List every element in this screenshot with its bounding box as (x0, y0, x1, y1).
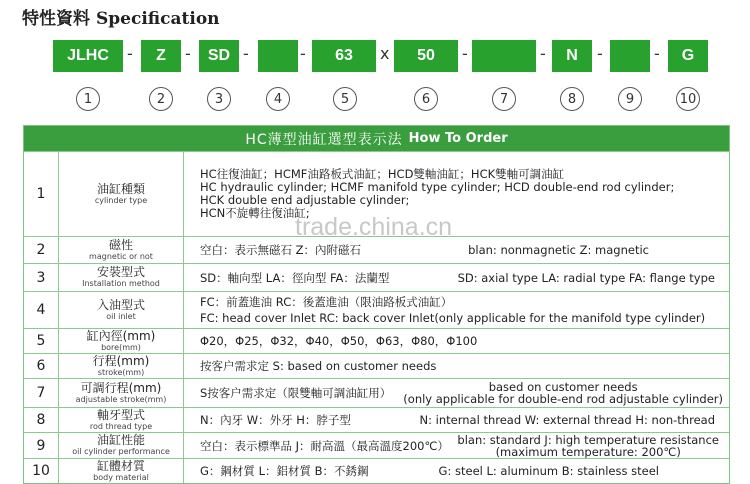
detail-en: based on customer needs (488, 380, 638, 394)
position-number: 3 (207, 87, 231, 111)
row-number: 3 (24, 264, 59, 291)
detail-line: HC往復油缸；HCMF油路板式油缸；HCD雙軸油缸；HCK雙軸可調油缸 (200, 167, 565, 181)
detail-cn: N：內牙 W：外牙 H：脖子型 (200, 413, 351, 427)
row-label (59, 433, 184, 458)
row-label (59, 152, 184, 236)
detail-cn: 空白：表示無磁石 Z：內附磁石 (200, 243, 362, 257)
row-label-cn: 入油型式 (96, 297, 145, 312)
row-detail (184, 152, 729, 236)
row-number: 4 (24, 292, 59, 328)
row-label-cn: 缸體材質 (96, 458, 145, 473)
row-number: 6 (24, 354, 59, 378)
code-sep: - (540, 44, 546, 63)
row-detail (184, 408, 729, 432)
row-number: 5 (24, 329, 59, 353)
row-detail (184, 459, 729, 483)
row-label-en: body material (93, 472, 149, 482)
position-number: 6 (414, 87, 438, 111)
row-label-en: oil inlet (106, 311, 136, 321)
code-box-6: 50 (394, 40, 458, 72)
position-number: 1 (76, 87, 100, 111)
table-row (24, 432, 729, 458)
detail-en: SD: axial type LA: radial type FA: flange type (457, 270, 715, 285)
code-box-2: Z (141, 40, 181, 72)
detail-en: G: steel L: aluminum B: stainless steel (438, 464, 659, 478)
row-label (59, 292, 184, 328)
detail-cn: G：鋼材質 L：鋁材質 B：不銹鋼 (200, 464, 369, 478)
detail-cn: S按客户需求定（限雙軸可調油缸用） (200, 386, 392, 400)
row-label (59, 459, 184, 483)
row-label-cn: 軸牙型式 (96, 407, 145, 422)
table-row (24, 407, 729, 432)
row-detail (184, 354, 729, 378)
detail-line: Φ20，Φ25，Φ32，Φ40，Φ50，Φ63，Φ80，Φ100 (200, 333, 478, 348)
row-label-cn: 磁性 (108, 237, 133, 252)
code-sep: - (654, 44, 660, 63)
position-number: 7 (492, 87, 516, 111)
detail-cn: SD：軸向型 LA：徑向型 FA：法蘭型 (200, 270, 390, 285)
row-label-en: Installation method (82, 279, 160, 288)
detail-en: blan: nonmagnetic Z: magnetic (468, 243, 649, 257)
detail-line: HCK double end adjustable cylinder; (200, 193, 410, 207)
table-header-en: How To Order (408, 131, 508, 146)
row-number: 7 (24, 379, 59, 407)
code-box-5: 63 (312, 40, 376, 72)
position-number: 5 (333, 87, 357, 111)
detail-line: HCN不旋轉往復油缸; (200, 206, 310, 220)
row-detail (184, 433, 729, 458)
row-detail (184, 237, 729, 263)
table-row (24, 353, 729, 378)
code-box-9 (610, 40, 650, 72)
row-label (59, 237, 184, 263)
watermark: trade.china.cn (295, 213, 453, 241)
code-sep: - (243, 44, 249, 63)
table-row (24, 328, 729, 353)
detail-en: blan: standard J: high temperature resistance (457, 433, 719, 447)
detail-en-note: (maximum temperature: 200℃) (495, 444, 681, 458)
table-header (24, 126, 729, 151)
detail-line: 按客户需求定 S: based on customer needs (200, 358, 437, 373)
row-label-en: stroke(mm) (97, 367, 145, 377)
row-label (59, 379, 184, 407)
code-box-1: JLHC (53, 40, 123, 72)
detail-line: HC hydraulic cylinder; HCMF manifold type cylinder; HCD double-end rod cylinder; (200, 180, 675, 194)
position-number: 2 (149, 87, 173, 111)
position-number: 10 (676, 87, 700, 111)
detail-line: FC: head cover Inlet RC: back cover Inlet(only applicable for the manifold type cylinder) (200, 311, 706, 325)
code-box-8: N (552, 40, 592, 72)
title-en: Specification (96, 9, 220, 29)
table-row (24, 378, 729, 407)
row-number: 9 (24, 433, 59, 458)
order-table (23, 125, 730, 484)
code-sep: - (300, 44, 306, 63)
row-number: 8 (24, 408, 59, 432)
row-label-en: oil cylinder performance (72, 447, 170, 456)
row-label-cn: 油缸性能 (96, 433, 145, 447)
code-sep: - (127, 44, 133, 63)
row-number: 2 (24, 237, 59, 263)
row-detail (184, 264, 729, 291)
row-number: 10 (24, 459, 59, 483)
code-box-10: G (668, 40, 708, 72)
order-code (0, 40, 750, 74)
row-label-en: magnetic or not (89, 251, 153, 261)
detail-line: FC：前蓋進油 RC：後蓋進油（限油路板式油缸） (200, 295, 453, 309)
row-label-en: adjustable stroke(mm) (75, 394, 167, 404)
detail-cn: 空白：表示標準品 J：耐高溫（最高溫度200℃） (200, 438, 449, 453)
code-box-3: SD (199, 40, 239, 72)
position-number: 9 (618, 87, 642, 111)
row-label (59, 408, 184, 432)
row-label (59, 264, 184, 291)
row-label-en: bore(mm) (101, 342, 141, 352)
table-row (24, 458, 729, 483)
code-sep: - (185, 44, 191, 63)
table-row (24, 263, 729, 291)
row-label (59, 354, 184, 378)
detail-en: N: internal thread W: external thread H: non-thread (419, 413, 715, 427)
row-label-cn: 油缸種類 (96, 181, 145, 196)
position-number: 8 (560, 87, 584, 111)
position-number: 4 (266, 87, 290, 111)
table-row (24, 291, 729, 328)
row-detail (184, 292, 729, 328)
code-box-7 (472, 40, 536, 72)
detail-en-note: (only applicable for double-end rod adjustable cylinder) (403, 392, 723, 406)
code-sep: - (462, 44, 468, 63)
row-detail (184, 329, 729, 353)
code-sep: - (597, 44, 603, 63)
row-label (59, 329, 184, 353)
page-title (22, 4, 220, 29)
row-detail (184, 379, 729, 407)
code-sep: x (380, 44, 390, 63)
table-header-cn: HC薄型油缸選型表示法 (245, 131, 403, 148)
row-label-cn: 行程(mm) (92, 353, 150, 368)
row-label-cn: 缸內徑(mm) (86, 328, 156, 343)
row-label-en: rod thread type (89, 421, 153, 431)
position-numbers (0, 87, 750, 111)
row-number: 1 (24, 152, 59, 236)
code-box-4 (258, 40, 298, 72)
row-label-cn: 安裝型式 (96, 265, 145, 279)
row-label-cn: 可調行程(mm) (80, 380, 162, 395)
row-label-en: cylinder type (94, 195, 148, 205)
title-cn: 特性資料 (22, 9, 90, 29)
